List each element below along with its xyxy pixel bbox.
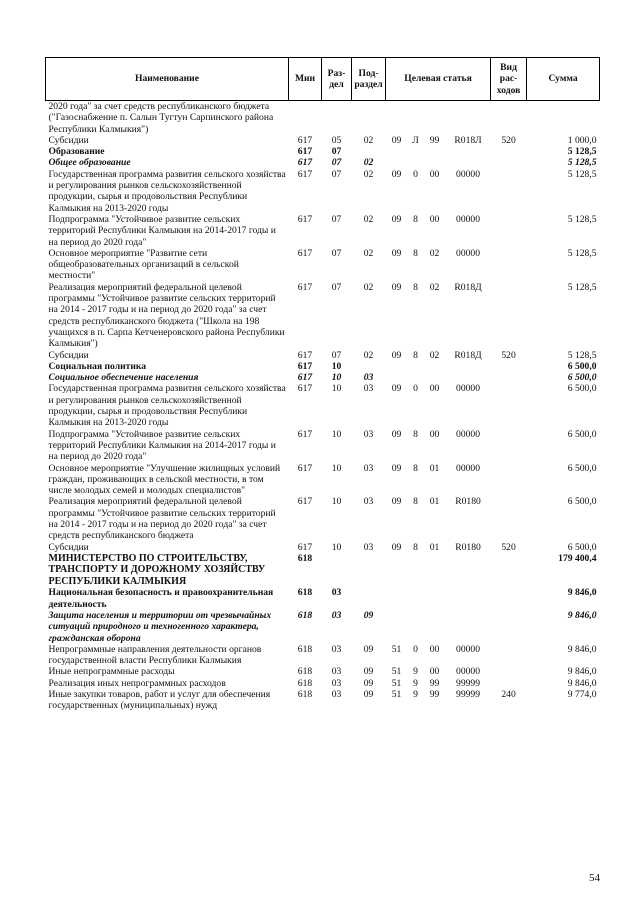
row-target-program: [386, 157, 408, 168]
row-target-subprogram: [408, 157, 424, 168]
row-razdel: 03: [331, 643, 342, 655]
row-target-activity: 02: [429, 349, 440, 361]
table-row: [46, 135, 600, 146]
row-target-activity: 01: [429, 462, 440, 474]
row-target-direction: 99999: [456, 689, 481, 701]
row-name: Реализация мероприятий федеральной целевой программы "Устойчивое развитие сельских территорий на 2014 - 2017 годы и на период до 2020 года" за счет средств республиканского бюджета: [48, 496, 276, 542]
row-razdel: 10: [331, 360, 342, 372]
row-target-direction: R018Л: [454, 134, 482, 146]
row-target-activity: [424, 372, 446, 383]
row-amount: 5 128,5: [567, 349, 597, 361]
row-name: Непрограммные направления деятельности органов государственной власти Республики Калмыкия: [48, 643, 262, 667]
row-target-subprogram: 9: [413, 689, 418, 701]
row-expense-type: [491, 644, 527, 667]
row-min: 617: [297, 360, 313, 372]
row-razdel: 07: [331, 157, 342, 169]
table-row: [46, 248, 600, 282]
table-row: [46, 383, 600, 428]
row-name: Образование: [48, 146, 105, 158]
row-amount: 9 846,0: [567, 677, 597, 689]
row-name: Подпрограмма "Устойчивое развитие сельских территорий Республики Калмыкия на 2014-2017 годы и на период до 2020 года": [48, 428, 276, 463]
row-target-activity: [424, 610, 446, 644]
row-target-program: 51: [391, 677, 402, 689]
row-amount: 6 500,0: [567, 462, 597, 474]
header-razdel: Раз-дел: [322, 58, 352, 101]
row-target-activity: [424, 553, 446, 588]
row-target-activity: 99: [429, 689, 440, 701]
row-podrazdel: 09: [363, 689, 374, 701]
row-target-program: [386, 372, 408, 383]
row-min: 617: [297, 134, 313, 146]
header-summa: Сумма: [527, 58, 600, 101]
table-row: [46, 169, 600, 214]
row-expense-type: [491, 496, 527, 541]
table-row: [46, 587, 600, 610]
row-target-direction: [446, 587, 491, 610]
row-target-program: 09: [391, 383, 402, 395]
row-target-subprogram: [408, 610, 424, 644]
table-row: [46, 496, 600, 541]
row-podrazdel: 09: [363, 666, 374, 678]
table-row: [46, 542, 600, 553]
row-min: 618: [297, 609, 313, 621]
row-name: Основное мероприятие "Развитие сети общеобразовательных организаций в сельской местности": [48, 247, 239, 282]
table-row: [46, 350, 600, 361]
row-razdel: 10: [331, 541, 342, 553]
row-expense-type: [491, 248, 527, 282]
row-target-activity: 99: [429, 677, 440, 689]
row-target-program: 09: [391, 541, 402, 553]
row-name: Национальная безопасность и правоохранительная деятельность: [48, 587, 274, 610]
row-amount: 6 500,0: [567, 428, 597, 440]
row-name: Субсидии: [48, 134, 89, 146]
row-amount: 1 000,0: [567, 134, 597, 146]
row-expense-type: [491, 361, 527, 372]
row-target-program: 09: [391, 247, 402, 259]
row-name: Реализация иных непрограммных расходов: [48, 677, 226, 689]
row-razdel: 03: [331, 609, 342, 621]
row-expense-type: [491, 383, 527, 428]
row-target-subprogram: 8: [413, 281, 418, 293]
row-target-direction: R018Д: [454, 281, 482, 293]
row-target-subprogram: [408, 553, 424, 588]
row-expense-type: 520: [501, 541, 516, 553]
row-target-program: [386, 610, 408, 644]
row-target-direction: 00000: [456, 213, 481, 225]
row-razdel: [322, 101, 352, 135]
table-row: [46, 678, 600, 689]
row-name: Государственная программа развития сельского хозяйства и регулирования рынков сельскохозяйственной продукции, сырья и продовольствия Республики Калмыкия на 2013-2020 годы: [48, 383, 286, 429]
header-min: Мин: [289, 58, 322, 101]
row-target-activity: 02: [429, 281, 440, 293]
row-name: Социальное обеспечение населения: [48, 372, 199, 384]
row-target-direction: 00000: [456, 462, 481, 474]
row-expense-type: [491, 157, 527, 168]
row-amount: 9 774,0: [567, 689, 597, 701]
row-target-direction: [446, 610, 491, 644]
row-razdel: 07: [331, 146, 342, 158]
row-target-activity: [424, 587, 446, 610]
row-razdel: 10: [331, 383, 342, 395]
row-target-program: 09: [391, 349, 402, 361]
row-expense-type: [491, 429, 527, 463]
row-target-subprogram: [408, 587, 424, 610]
row-name: 2020 года" за счет средств республиканского бюджета ("Газоснабжение п. Салын Тугтун Сарпинского района Республики Калмыкия"): [48, 101, 274, 135]
row-expense-type: [491, 169, 527, 214]
row-razdel: 10: [331, 462, 342, 474]
row-min: 617: [297, 428, 313, 440]
row-target-subprogram: [408, 361, 424, 372]
table-row: [46, 101, 600, 135]
row-razdel: 10: [331, 428, 342, 440]
row-target-direction: 00000: [456, 168, 481, 180]
row-expense-type: [491, 101, 527, 135]
row-podrazdel: 02: [363, 168, 374, 180]
row-name: Основное мероприятие "Улучшение жилищных условий граждан, проживающих в сельской местности, в том числе молодых семей и молодых специалистов": [48, 462, 281, 497]
row-expense-type: [491, 372, 527, 383]
row-target-activity: 01: [429, 541, 440, 553]
row-min: 617: [297, 496, 313, 508]
row-target-program: [386, 587, 408, 610]
row-target-subprogram: [408, 372, 424, 383]
row-min: 618: [297, 643, 313, 655]
row-target-activity: [424, 146, 446, 157]
row-amount: 6 500,0: [567, 383, 597, 395]
row-amount: [527, 101, 600, 135]
row-target-subprogram: 8: [413, 541, 418, 553]
row-razdel: 07: [331, 168, 342, 180]
row-target-activity: 00: [429, 213, 440, 225]
row-min: 618: [297, 552, 313, 564]
row-razdel: 03: [331, 677, 342, 689]
row-target-activity: 99: [429, 134, 440, 146]
row-target-direction: R0180: [455, 541, 481, 553]
row-target-program: 09: [391, 134, 402, 146]
row-target-activity: 00: [429, 383, 440, 395]
row-target-program: 51: [391, 689, 402, 701]
row-podrazdel: [352, 553, 386, 588]
row-podrazdel: 09: [363, 677, 374, 689]
row-amount: 6 500,0: [567, 541, 597, 553]
row-podrazdel: 02: [363, 157, 374, 169]
table-row: [46, 689, 600, 712]
row-razdel: 07: [331, 281, 342, 293]
row-min: 617: [297, 541, 313, 553]
header-vid: Вид рас-ходов: [491, 58, 527, 101]
row-target-activity: 01: [429, 496, 440, 508]
row-razdel: 07: [331, 349, 342, 361]
row-amount: 6 500,0: [567, 372, 597, 384]
row-expense-type: [491, 553, 527, 588]
row-podrazdel: [352, 361, 386, 372]
row-min: 618: [297, 677, 313, 689]
row-min: 617: [297, 462, 313, 474]
row-target-program: 09: [391, 462, 402, 474]
row-name: Субсидии: [48, 349, 89, 361]
row-razdel: 07: [331, 213, 342, 225]
row-target-direction: 00000: [456, 383, 481, 395]
row-min: 618: [297, 666, 313, 678]
row-amount: 5 128,5: [567, 281, 597, 293]
row-min: 617: [297, 213, 313, 225]
row-amount: 5 128,5: [567, 247, 597, 259]
table-header: [46, 58, 600, 101]
row-podrazdel: [352, 146, 386, 157]
row-expense-type: 240: [501, 689, 516, 701]
row-name: Субсидии: [48, 541, 89, 553]
row-min: 617: [297, 383, 313, 395]
page-number: 54: [589, 872, 600, 884]
row-podrazdel: 09: [363, 643, 374, 655]
row-target-subprogram: [408, 101, 424, 135]
row-name: МИНИСТЕРСТВО ПО СТРОИТЕЛЬСТВУ, ТРАНСПОРТУ И ДОРОЖНОМУ ХОЗЯЙСТВУ РЕСПУБЛИКИ КАЛМЫКИЯ: [48, 552, 266, 587]
row-target-subprogram: 0: [413, 168, 418, 180]
row-podrazdel: 02: [363, 213, 374, 225]
row-target-direction: [446, 101, 491, 135]
row-target-direction: R018Д: [454, 349, 482, 361]
row-podrazdel: 09: [363, 609, 374, 621]
row-min: 618: [297, 689, 313, 701]
row-target-program: 09: [391, 213, 402, 225]
row-amount: 179 400,4: [558, 552, 597, 564]
row-podrazdel: 03: [363, 372, 374, 384]
row-target-subprogram: 8: [413, 496, 418, 508]
header-podrazdel: Под-раздел: [352, 58, 386, 101]
table-row: [46, 214, 600, 248]
row-razdel: 07: [331, 247, 342, 259]
row-amount: 5 128,5: [567, 146, 597, 158]
row-target-activity: 00: [429, 428, 440, 440]
row-amount: 9 846,0: [567, 643, 597, 655]
table-row: [46, 666, 600, 677]
row-target-subprogram: 8: [413, 462, 418, 474]
row-expense-type: [491, 678, 527, 689]
row-amount: 9 846,0: [567, 587, 597, 599]
row-min: [289, 101, 322, 135]
row-target-subprogram: 9: [413, 677, 418, 689]
row-target-program: 51: [391, 643, 402, 655]
row-target-direction: 00000: [456, 247, 481, 259]
row-amount: 5 128,5: [567, 157, 597, 169]
row-podrazdel: 02: [363, 247, 374, 259]
row-target-direction: [446, 372, 491, 383]
table-row: [46, 146, 600, 157]
row-target-program: 09: [391, 428, 402, 440]
row-podrazdel: [352, 101, 386, 135]
row-podrazdel: 03: [363, 383, 374, 395]
row-target-subprogram: 8: [413, 428, 418, 440]
row-min: 617: [297, 168, 313, 180]
row-razdel: 03: [331, 689, 342, 701]
row-target-subprogram: 0: [413, 643, 418, 655]
row-target-direction: 00000: [456, 666, 481, 678]
table-row: [46, 644, 600, 667]
row-name: Защита населения и территории от чрезвычайных ситуаций природного и техногенного характера, гражданская оборона: [48, 609, 272, 644]
row-target-direction: 00000: [456, 428, 481, 440]
row-razdel: 03: [331, 666, 342, 678]
row-target-subprogram: 8: [413, 213, 418, 225]
row-min: 617: [297, 372, 313, 384]
row-expense-type: [491, 214, 527, 248]
row-name: Социальная политика: [48, 360, 147, 372]
row-amount: 5 128,5: [567, 168, 597, 180]
table-row: [46, 610, 600, 644]
row-target-activity: [424, 101, 446, 135]
row-razdel: 10: [331, 372, 342, 384]
row-target-direction: 99999: [456, 677, 481, 689]
row-expense-type: [491, 666, 527, 677]
row-target-subprogram: 0: [413, 383, 418, 395]
row-podrazdel: 03: [363, 496, 374, 508]
row-target-activity: 02: [429, 247, 440, 259]
row-target-subprogram: [408, 146, 424, 157]
table-body: [46, 101, 600, 712]
row-target-subprogram: 9: [413, 666, 418, 678]
row-target-subprogram: 8: [413, 247, 418, 259]
row-min: 617: [297, 146, 313, 158]
row-target-activity: 00: [429, 168, 440, 180]
table-row: [46, 282, 600, 350]
row-target-activity: 00: [429, 666, 440, 678]
row-name: Иные закупки товаров, работ и услуг для обеспечения государственных (муниципальных) нужд: [48, 689, 271, 712]
row-min: 617: [297, 349, 313, 361]
row-podrazdel: 02: [363, 349, 374, 361]
row-podrazdel: 03: [363, 428, 374, 440]
row-amount: 6 500,0: [567, 360, 597, 372]
row-razdel: 10: [331, 496, 342, 508]
row-razdel: 03: [331, 587, 342, 599]
table-row: [46, 429, 600, 463]
row-min: 617: [297, 281, 313, 293]
row-min: 617: [297, 157, 313, 169]
table-row: [46, 372, 600, 383]
row-podrazdel: 02: [363, 281, 374, 293]
row-target-activity: [424, 361, 446, 372]
row-target-program: 51: [391, 666, 402, 678]
row-target-direction: [446, 146, 491, 157]
row-target-subprogram: Л: [412, 134, 419, 146]
row-podrazdel: 02: [363, 134, 374, 146]
header-name: Наименование: [46, 58, 289, 101]
row-target-program: [386, 553, 408, 588]
row-expense-type: 520: [501, 349, 516, 361]
header-celevaya: Целевая статья: [386, 58, 491, 101]
row-min: 617: [297, 247, 313, 259]
row-target-program: 09: [391, 281, 402, 293]
row-target-direction: 00000: [456, 643, 481, 655]
table-row: [46, 463, 600, 497]
table-row: [46, 553, 600, 588]
row-amount: 5 128,5: [567, 213, 597, 225]
row-name: Подпрограмма "Устойчивое развитие сельских территорий Республики Калмыкия на 2014-2017 годы и на период до 2020 года": [48, 213, 276, 248]
row-target-activity: 00: [429, 643, 440, 655]
row-target-program: 09: [391, 496, 402, 508]
row-name: Иные непрограммные расходы: [48, 666, 175, 678]
row-razdel: [322, 553, 352, 588]
row-expense-type: 520: [501, 134, 516, 146]
row-amount: 9 846,0: [567, 609, 597, 621]
row-expense-type: [491, 146, 527, 157]
row-target-direction: [446, 553, 491, 588]
row-target-direction: [446, 157, 491, 168]
budget-table: [45, 57, 600, 712]
row-podrazdel: 03: [363, 462, 374, 474]
row-expense-type: [491, 587, 527, 610]
row-target-program: [386, 146, 408, 157]
row-target-direction: [446, 361, 491, 372]
row-name: Реализация мероприятий федеральной целевой программы "Устойчивое развитие сельских территорий на 2014 - 2017 годы и на период до 2020 года" за счет средств республиканского бюджета ("Школа на 198 учащихся в п. Сарпа Кетченеровского района Республики Калмыкия"): [48, 281, 285, 350]
row-target-subprogram: 8: [413, 349, 418, 361]
row-amount: 6 500,0: [567, 496, 597, 508]
row-target-direction: R0180: [455, 496, 481, 508]
table-row: [46, 157, 600, 168]
row-target-program: 09: [391, 168, 402, 180]
row-razdel: 05: [331, 134, 342, 146]
row-target-activity: [424, 157, 446, 168]
table-row: [46, 361, 600, 372]
row-expense-type: [491, 282, 527, 350]
row-podrazdel: 03: [363, 541, 374, 553]
row-name: Общее образование: [48, 157, 131, 169]
row-target-program: [386, 101, 408, 135]
row-expense-type: [491, 610, 527, 644]
row-podrazdel: [352, 587, 386, 610]
row-min: 618: [297, 587, 313, 599]
row-expense-type: [491, 463, 527, 497]
row-name: Государственная программа развития сельского хозяйства и регулирования рынков сельскохозяйственной продукции, сырья и продовольствия Республики Калмыкия на 2013-2020 годы: [48, 168, 286, 214]
row-amount: 9 846,0: [567, 666, 597, 678]
row-target-program: [386, 361, 408, 372]
